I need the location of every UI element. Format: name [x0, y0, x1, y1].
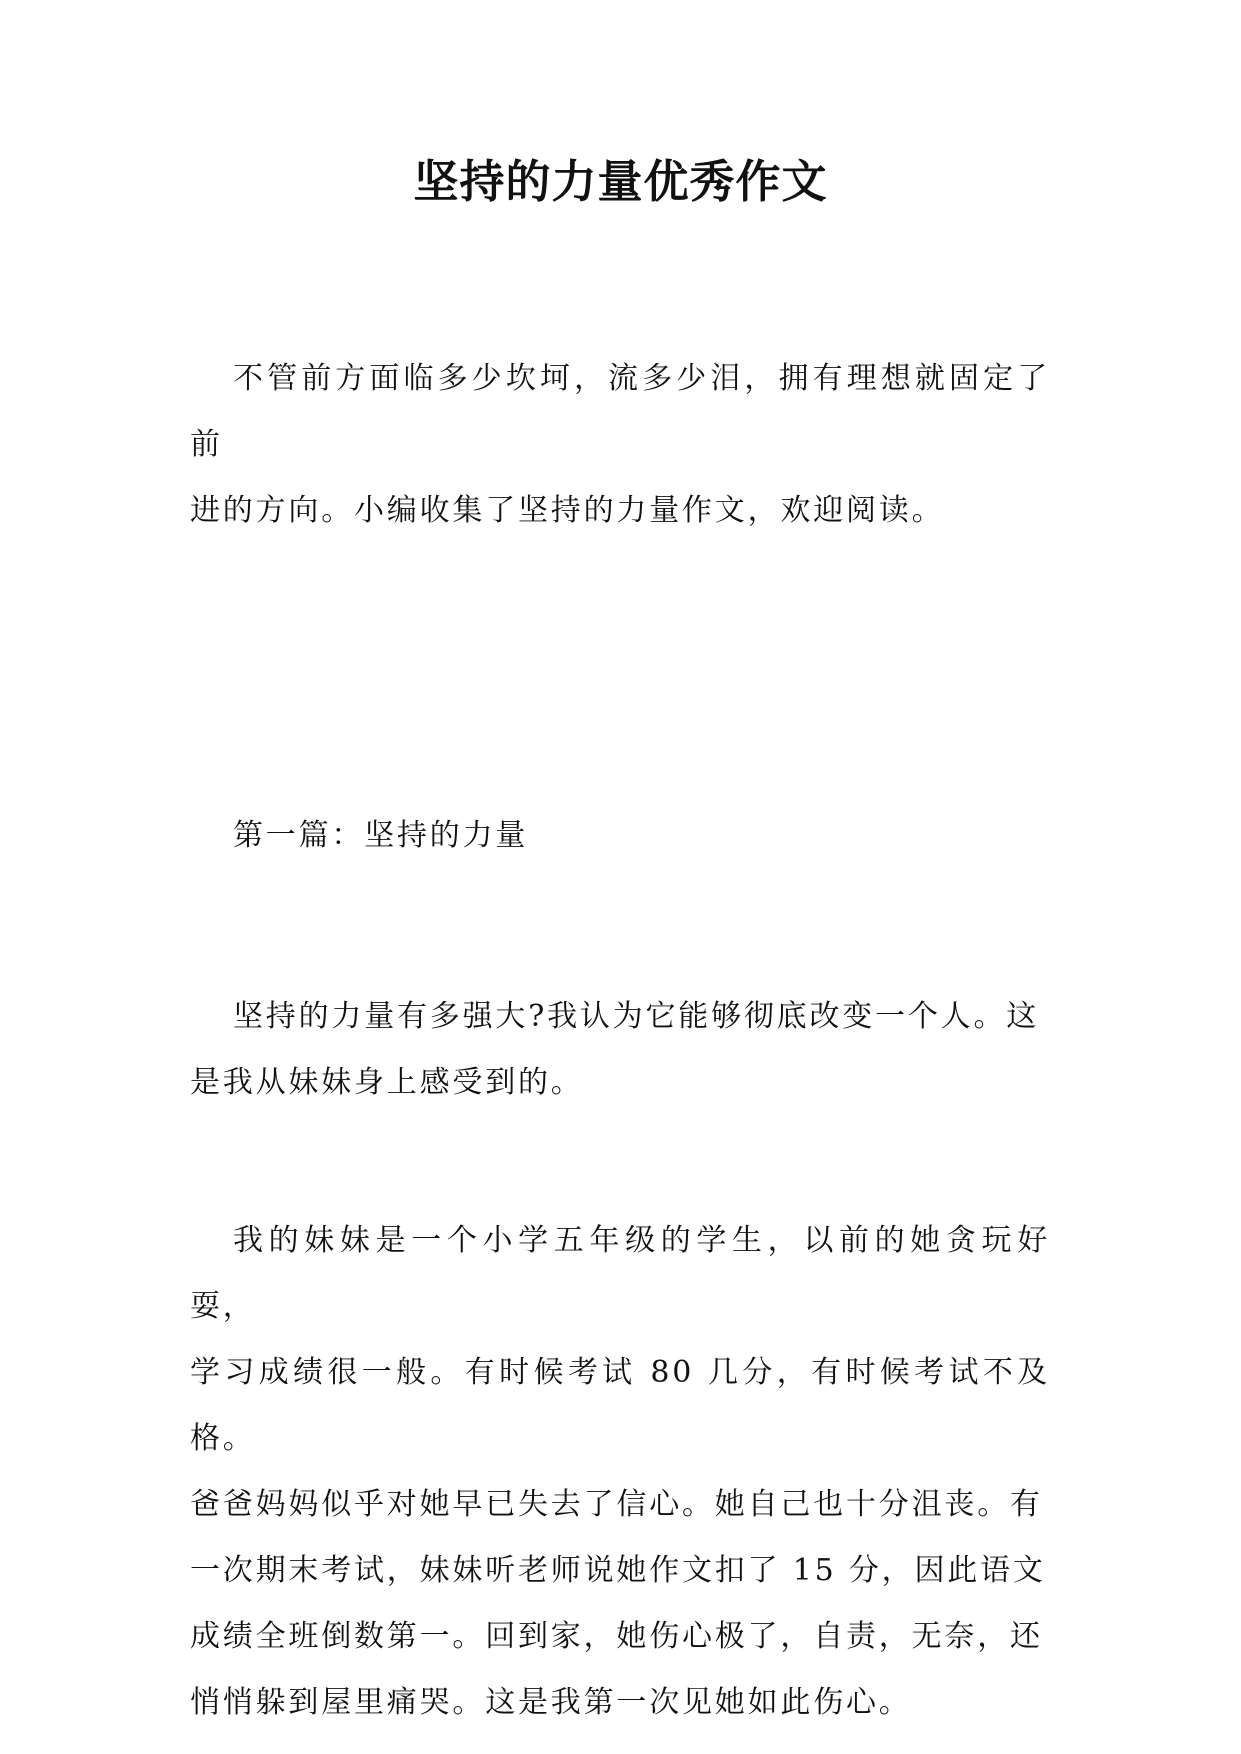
paragraph-line: 成绩全班倒数第一。回到家，她伤心极了，自责，无奈，还 — [190, 1619, 1043, 1654]
paragraph-line: 不管前方面临多少坎坷，流多少泪，拥有理想就固定了前 — [190, 361, 1050, 462]
section-heading — [190, 803, 1050, 869]
intro-paragraph — [190, 346, 1050, 544]
paragraph-line: 悄悄躲到屋里痛哭。这是我第一次见她如此伤心。 — [190, 1685, 912, 1720]
paragraph-line: 爸爸妈妈似乎对她早已失去了信心。她自己也十分沮丧。有 — [190, 1487, 1043, 1522]
paragraph-line: 学习成绩很一般。有时候考试 80 几分，有时候考试不及格。 — [190, 1355, 1050, 1456]
document-title: 坚持的力量优秀作文 — [413, 155, 828, 208]
body-paragraph-1 — [190, 984, 1050, 1116]
paragraph-line: 一次期末考试，妹妹听老师说她作文扣了 15 分，因此语文 — [190, 1553, 1046, 1588]
paragraph-line: 是我从妹妹身上感受到的。 — [190, 1065, 584, 1100]
body-paragraph-2 — [190, 1208, 1050, 1736]
paragraph-line: 坚持的力量有多强大?我认为它能够彻底改变一个人。这 — [233, 999, 1040, 1034]
paragraph-line: 进的方向。小编收集了坚持的力量作文，欢迎阅读。 — [190, 493, 945, 528]
section-heading-text: 第一篇：坚持的力量 — [233, 818, 529, 853]
paragraph-line: 我的妹妹是一个小学五年级的学生，以前的她贪玩好耍， — [190, 1223, 1050, 1324]
